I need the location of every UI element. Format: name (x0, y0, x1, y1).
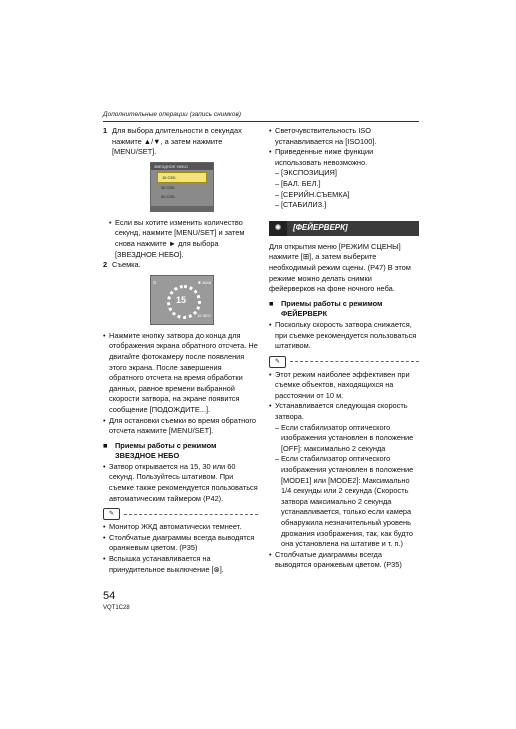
bullet: • Поскольку скорость затвора снижается, при съемке рекомендуется пользоваться штативом. (269, 319, 417, 351)
bullet: • Если вы хотите изменить количество секунд, нажмите [MENU/SET] и затем снова нажмите ► для выбора [ЗВЕЗДНОЕ НЕБО]. (109, 217, 245, 259)
note-icon: ✎ (269, 356, 286, 368)
screen-status: ✱ 3648 (197, 279, 211, 285)
note-bullet: • Столбчатые диаграммы всегда выводятся оранжевым цветом. (P35) (103, 532, 255, 553)
fireworks-icon: ✺ (269, 221, 287, 236)
screen-option: 30 СЕК. (161, 184, 176, 190)
step-1 (103, 126, 258, 158)
section-title: [ФЕЙЕРВЕРК] (293, 222, 348, 232)
screen-option: 15 СЕК. (157, 172, 207, 183)
note-bullet: • Монитор ЖКД автоматически темнеет. (103, 522, 242, 532)
dash-item: – [СЕРИЙН.СЪЕМКА] (275, 189, 350, 199)
bullet: • Светочувствительность ISO устанавливается на [ISO100]. (269, 126, 377, 146)
bullet: • Приведенные ниже функции использовать невозможно. (269, 147, 374, 167)
step-number: 1 (103, 126, 108, 135)
page-number: 54 (103, 590, 116, 602)
screen-option: 60 СЕК. (161, 193, 176, 199)
dash-item: – [СТАБИЛИЗ.] (275, 200, 327, 210)
screen-title: ЗВЕЗДНОЕ НЕБО (151, 163, 213, 170)
note-bullet: • Столбчатые диаграммы всегда выводятся оранжевым цветом. (P35) (269, 549, 402, 570)
note-header (269, 356, 419, 368)
intro-text: Для открытия меню [РЕЖИМ СЦЕНЫ] нажмите [⊞], а затем выберите необходимый режим сцены. (P47) В этом режиме можно делать снимки фейерверков на фоне ночного неба. (269, 241, 411, 294)
dash-item: – [ЭКСПОЗИЦИЯ] (275, 168, 337, 178)
bullet: • Для остановки съемки во время обратного отсчета нажмите [MENU/SET]. (103, 415, 256, 436)
note-bullet: • Устанавливается следующая скорость затвора. (269, 401, 408, 422)
dash-item: – Если стабилизатор оптического изображения установлен в положение [MODE1] или [MODE2]: Максимально 1/4 секунды или 2 секунда (Скорость затвора максимально 2 секунда устанавливается, только если камера обнаружила незначительный уровень дрожания изображения, так, как будто она установлена на штативе и т. п.) (275, 454, 414, 549)
note-bullet: • Этот режим наиболее эффективен при съемке объектов, находящихся на расстоянии от 10 м. (269, 369, 410, 400)
left-column (103, 126, 258, 575)
bullet: • Нажмите кнопку затвора до конца для отображения экрана обратного отсчета. Не двигайте фотокамеру после появления этого экрана. После завершения обратного отсчета на время обработки данных, равное времени выбранной скорости затвора, на экране появится сообщение [ПОДОЖДИТЕ...]. (103, 330, 258, 414)
running-header: Дополнительные операции (запись снимков) (103, 111, 242, 118)
step-2 (103, 260, 258, 271)
header-rule (103, 121, 419, 122)
subsection-heading: ■ Приемы работы с режимом ЗВЕЗДНОЕ НЕБО (103, 440, 217, 461)
note-icon: ✎ (103, 508, 120, 520)
right-column (269, 126, 419, 571)
step-text: Для выбора длительности в секундах нажмите ▲/▼, а затем нажмите [MENU/SET]. (112, 126, 242, 157)
countdown-screen-illustration (150, 275, 214, 325)
menu-screen-illustration (150, 162, 214, 212)
subsection-heading: ■ Приемы работы с режимом ФЕЙЕРВЕРК (269, 298, 383, 319)
mode-icon: ⊡ (153, 279, 157, 285)
screen-status: 15 SEC (197, 313, 211, 319)
dash-item: – Если стабилизатор оптического изображения установлен в положение [OFF]: максимально 2 секунда (275, 422, 414, 453)
step-text: Съемка. (112, 260, 141, 270)
section-heading-fireworks (269, 221, 419, 236)
document-code: VQT1C28 (103, 605, 130, 611)
note-bullet: • Вспышка устанавливается на принудительное выключение [⊗]. (103, 554, 224, 574)
bullet: • Затвор открывается на 15, 30 или 60 секунд. Пользуйтесь штативом. При съемке также рекомендуется пользоваться автоматическим таймером (P42). (103, 461, 258, 503)
dash-item: – [БАЛ. БЕЛ.] (275, 178, 321, 188)
countdown-number: 15 (176, 294, 187, 305)
step-number: 2 (103, 260, 108, 270)
note-header (103, 508, 258, 520)
